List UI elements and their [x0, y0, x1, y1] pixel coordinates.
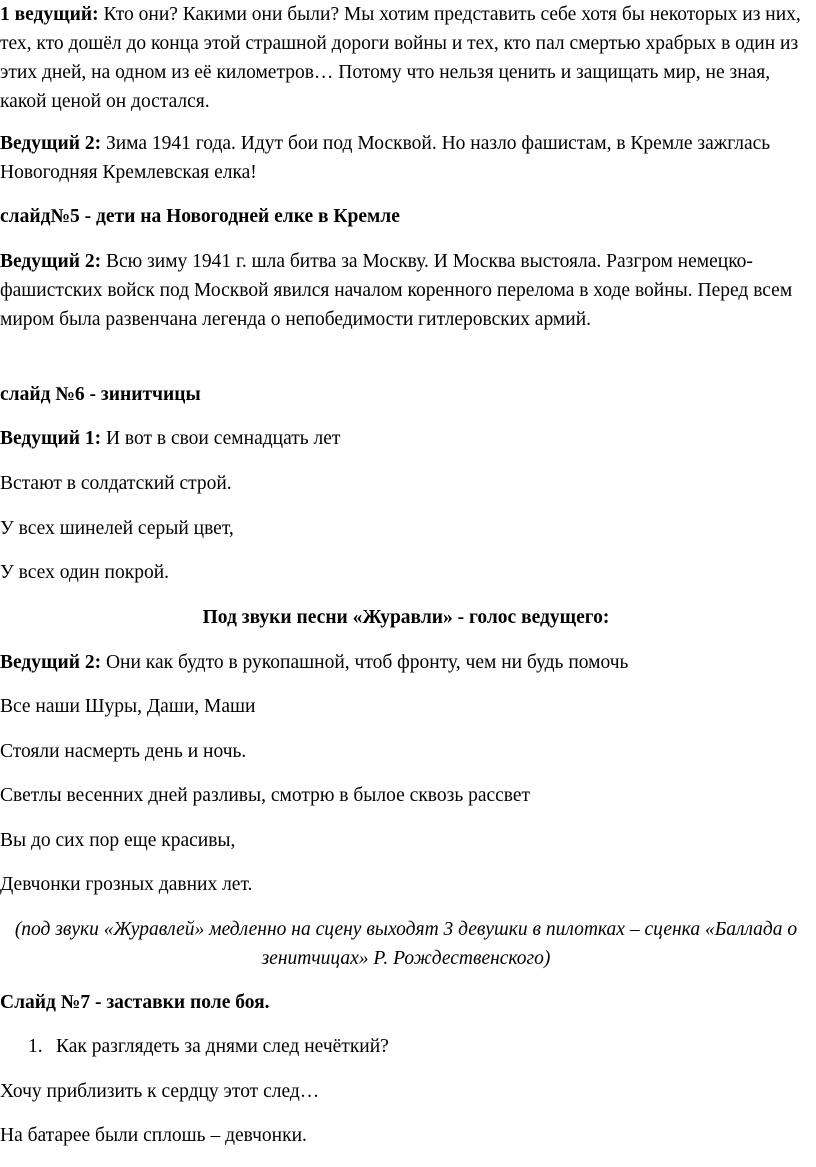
- slide-7-heading: Слайд №7 - заставки поле боя.: [0, 992, 270, 1013]
- speaker-label: Ведущий 2:: [0, 133, 102, 154]
- paragraph-host2-moscow: [0, 247, 812, 334]
- list-number: 1.: [28, 1036, 43, 1057]
- speaker-label: Ведущий 2:: [0, 251, 102, 272]
- slide-5-heading: слайд№5 - дети на Новогодней елке в Кремле: [0, 206, 400, 227]
- song-heading: Под звуки песни «Журавли» - голос ведущего:: [202, 607, 610, 628]
- speaker-label: Ведущий 2:: [0, 652, 102, 673]
- poem-line: Встают в солдатский строй.: [0, 473, 232, 494]
- speaker-label: 1 ведущий:: [0, 4, 99, 25]
- poem-line: Хочу приблизить к сердцу этот след…: [0, 1081, 320, 1102]
- poem-text: Они как будто в рукопашной, чтоб фронту, чем ни будь помочь: [101, 652, 629, 673]
- poem-line: Девчонки грозных давних лет.: [0, 874, 253, 895]
- poem-line: Светлы весенних дней разливы, смотрю в былое сквозь рассвет: [0, 785, 531, 806]
- poem-line: У всех шинелей серый цвет,: [0, 518, 234, 539]
- poem-line: [0, 648, 812, 677]
- paragraph-host2-winter: [0, 129, 812, 187]
- stage-direction: (под звуки «Журавлей» медленно на сцену выходят 3 девушки в пилотках – сценка «Баллада о зенитчицах» Р. Рождественского): [14, 919, 798, 969]
- poem-line: [0, 424, 812, 453]
- speaker-label: Ведущий 1:: [0, 428, 102, 449]
- slide-6-heading: слайд №6 - зинитчицы: [0, 384, 201, 405]
- poem-line: Стояли насмерть день и ночь.: [0, 741, 247, 762]
- list-item-text: Как разглядеть за днями след нечёткий?: [56, 1036, 389, 1057]
- paragraph-text: Всю зиму 1941 г. шла битва за Москву. И Москва выстояла. Разгром немецко-фашистских войск под Москвой явился началом коренного перелома в ходе войны. Перед всем миром была развенчана легенда о непобедимости гитлеровских армий.: [0, 251, 793, 330]
- poem-line: Все наши Шуры, Даши, Маши: [0, 696, 256, 717]
- poem-line: У всех один покрой.: [0, 562, 170, 583]
- paragraph-text: Кто они? Какими они были? Мы хотим представить себе хотя бы некоторых из них, тех, кто дошёл до конца этой страшной дороги войны и тех, кто пал смертью храбрых в один из этих дней, на одном из её километров… Потому что нельзя ценить и защищать мир, не зная, какой ценой он достался.: [0, 4, 801, 112]
- poem-line: На батарее были сплошь – девчонки.: [0, 1125, 307, 1146]
- numbered-list-item: [28, 1032, 808, 1061]
- paragraph-text: Зима 1941 года. Идут бои под Москвой. Но назло фашистам, в Кремле зажглась Новогодняя Кремлевская елка!: [0, 133, 771, 183]
- poem-line: Вы до сих пор еще красивы,: [0, 830, 236, 851]
- poem-text: И вот в свои семнадцать лет: [101, 428, 341, 449]
- paragraph-host1-intro: [0, 0, 812, 116]
